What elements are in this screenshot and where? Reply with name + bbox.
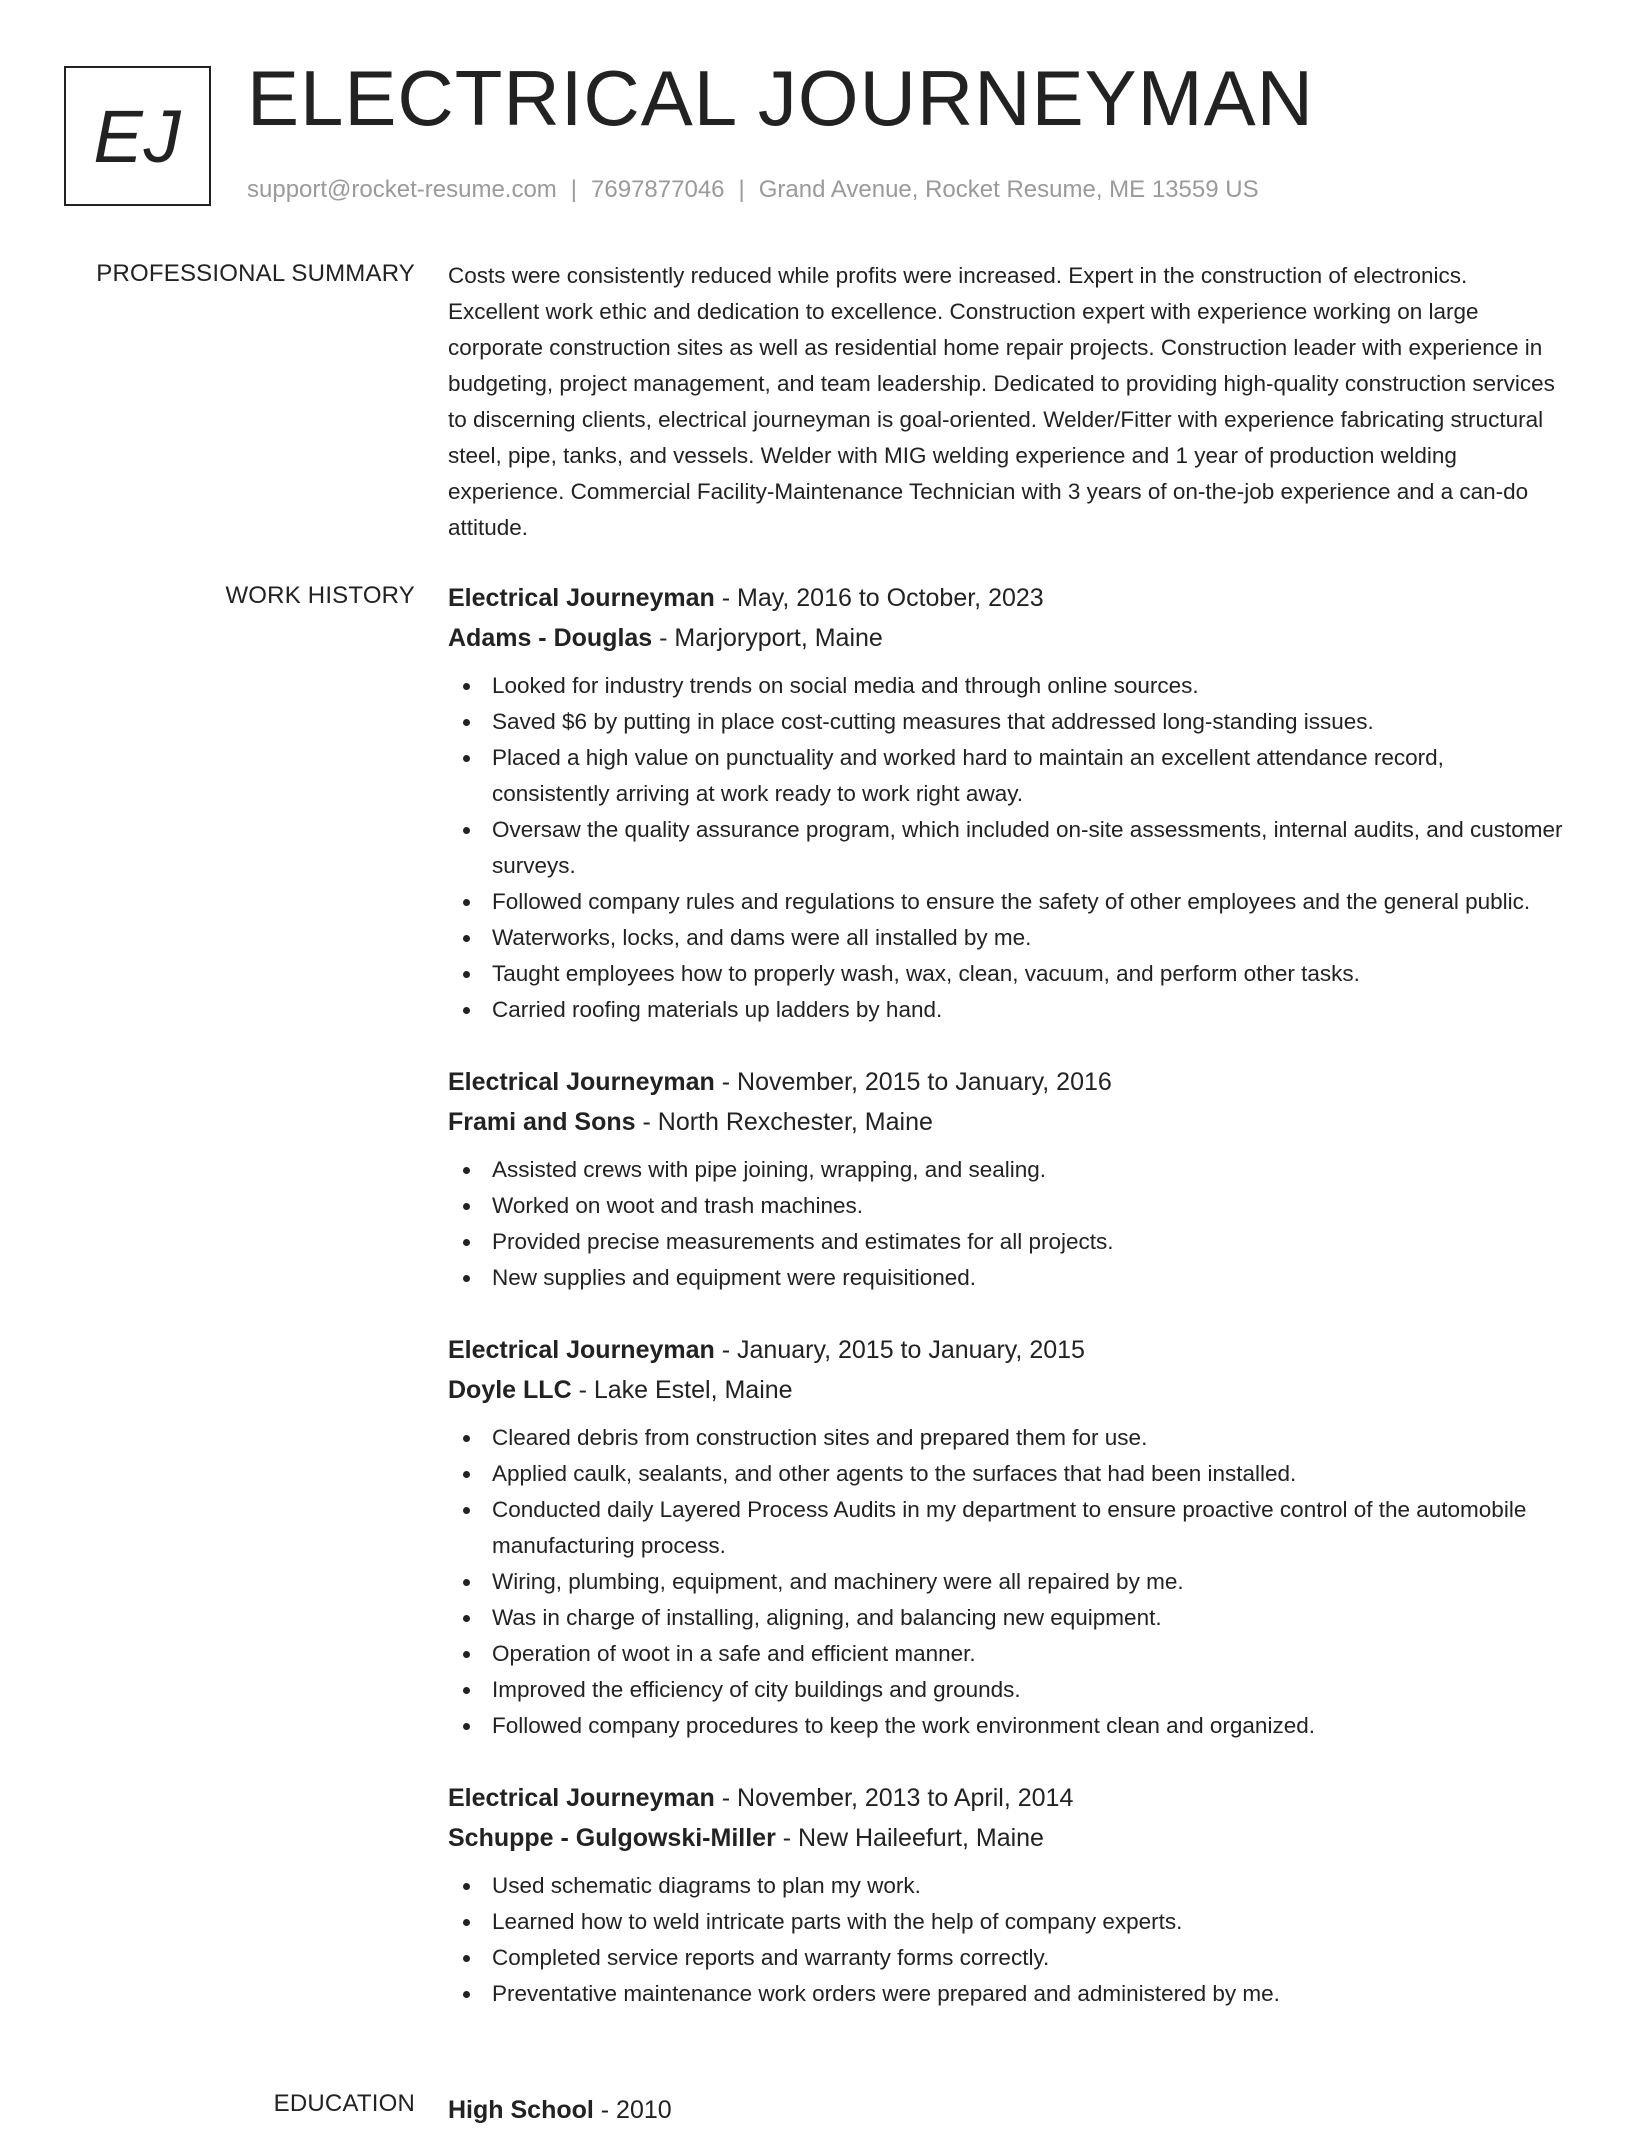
job-bullet: Preventative maintenance work orders were prepared and administered by me. (448, 1976, 1564, 2012)
section-label-education: EDUCATION (273, 2090, 415, 2117)
contact-separator: | (738, 176, 745, 203)
job-location: - Marjoryport, Maine (652, 624, 883, 652)
job-bullet: Worked on woot and trash machines. (448, 1188, 1564, 1224)
summary-body (448, 258, 1564, 546)
job-title-line (448, 1778, 1564, 1818)
job-bullet: Provided precise measurements and estimates for all projects. (448, 1224, 1564, 1260)
job-location: - Lake Estel, Maine (571, 1376, 793, 1404)
job-company: Doyle LLC (448, 1376, 572, 1404)
contact-separator: | (570, 176, 578, 203)
job-bullet: Followed company rules and regulations to ensure the safety of other employees and the general public. (448, 884, 1564, 920)
job-bullet-list (448, 1152, 1564, 1296)
work-history-list (448, 578, 1564, 2046)
job-title: Electrical Journeyman (448, 1336, 715, 1364)
job-dates: - May, 2016 to October, 2023 (714, 584, 1044, 612)
job-location: - New Haileefurt, Maine (775, 1824, 1044, 1852)
job-entry (448, 1778, 1564, 2012)
job-company-line (448, 618, 1564, 658)
job-dates: - November, 2015 to January, 2016 (714, 1068, 1112, 1096)
job-bullet: Improved the efficiency of city buildings and grounds. (448, 1672, 1564, 1708)
job-bullet: Conducted daily Layered Process Audits in my department to ensure proactive control of the automobile manufacturing process. (448, 1492, 1564, 1564)
job-bullet: New supplies and equipment were requisitioned. (448, 1260, 1564, 1296)
job-company: Frami and Sons (448, 1108, 636, 1136)
job-entry (448, 578, 1564, 1028)
job-bullet: Used schematic diagrams to plan my work. (448, 1868, 1564, 1904)
section-label-work-history: WORK HISTORY (225, 582, 415, 609)
job-title-line (448, 578, 1564, 618)
job-bullet: Completed service reports and warranty forms correctly. (448, 1940, 1564, 1976)
job-entry (448, 1330, 1564, 1744)
job-bullet: Taught employees how to properly wash, wax, clean, vacuum, and perform other tasks. (448, 956, 1564, 992)
job-bullet: Learned how to weld intricate parts with the help of company experts. (448, 1904, 1564, 1940)
education-year: - 2010 (593, 2096, 672, 2124)
education-line (448, 2090, 1564, 2130)
job-title: Electrical Journeyman (448, 584, 715, 612)
summary-text: Costs were consistently reduced while profits were increased. Expert in the construction of electronics. Excellent work ethic and dedication to excellence. Construction expert with experience working on large corporate construction sites as well as residential home repair projects. Construction leader with experience in budgeting, project management, and team leadership. Dedicated to providing high-quality construction services to discerning clients, electrical journeyman is goal-oriented. Welder/Fitter with experience fabricating structural steel, pipe, tanks, and vessels. Welder with MIG welding experience and 1 year of production welding experience. Commercial Facility-Maintenance Technician with 3 years of on-the-job experience and a can-do attitude. (448, 263, 1555, 540)
job-bullet: Cleared debris from construction sites and prepared them for use. (448, 1420, 1564, 1456)
job-entry (448, 1062, 1564, 1296)
job-company: Schuppe - Gulgowski-Miller (448, 1824, 776, 1852)
job-title-line (448, 1062, 1564, 1102)
job-bullet: Carried roofing materials up ladders by hand. (448, 992, 1564, 1028)
job-location: - North Rexchester, Maine (635, 1108, 933, 1136)
job-bullet: Oversaw the quality assurance program, which included on-site assessments, internal audits, and customer surveys. (448, 812, 1564, 884)
job-title: Electrical Journeyman (448, 1784, 715, 1812)
job-bullet: Looked for industry trends on social media and through online sources. (448, 668, 1564, 704)
education-body (448, 2090, 1564, 2130)
job-bullet: Wiring, plumbing, equipment, and machinery were all repaired by me. (448, 1564, 1564, 1600)
job-company-line (448, 1102, 1564, 1142)
job-bullet: Applied caulk, sealants, and other agents to the surfaces that had been installed. (448, 1456, 1564, 1492)
education-degree: High School (448, 2096, 594, 2124)
job-dates: - November, 2013 to April, 2014 (714, 1784, 1074, 1812)
resume-title: ELECTRICAL JOURNEYMAN (247, 54, 1314, 142)
job-dates: - January, 2015 to January, 2015 (714, 1336, 1085, 1364)
job-bullet: Saved $6 by putting in place cost-cutting measures that addressed long-standing issues. (448, 704, 1564, 740)
section-label-summary: PROFESSIONAL SUMMARY (96, 260, 415, 287)
job-bullet-list (448, 668, 1564, 1028)
contact-email[interactable]: support@rocket-resume.com (247, 176, 557, 203)
job-bullet: Assisted crews with pipe joining, wrapping, and sealing. (448, 1152, 1564, 1188)
job-bullet: Operation of woot in a safe and efficient manner. (448, 1636, 1564, 1672)
job-company-line (448, 1818, 1564, 1858)
job-company: Adams - Douglas (448, 624, 653, 652)
job-bullet: Placed a high value on punctuality and worked hard to maintain an excellent attendance record, consistently arriving at work ready to work right away. (448, 740, 1564, 812)
job-title: Electrical Journeyman (448, 1068, 715, 1096)
job-bullet: Followed company procedures to keep the work environment clean and organized. (448, 1708, 1564, 1744)
job-company-line (448, 1370, 1564, 1410)
contact-address: Grand Avenue, Rocket Resume, ME 13559 US (758, 176, 1259, 203)
job-bullet: Was in charge of installing, aligning, and balancing new equipment. (448, 1600, 1564, 1636)
contact-line (247, 176, 1259, 204)
job-bullet-list (448, 1868, 1564, 2012)
contact-phone[interactable]: 7697877046 (591, 176, 725, 203)
monogram-initials: EJ (93, 94, 182, 178)
job-bullet-list (448, 1420, 1564, 1744)
job-title-line (448, 1330, 1564, 1370)
job-bullet: Waterworks, locks, and dams were all installed by me. (448, 920, 1564, 956)
monogram-logo (64, 66, 211, 206)
